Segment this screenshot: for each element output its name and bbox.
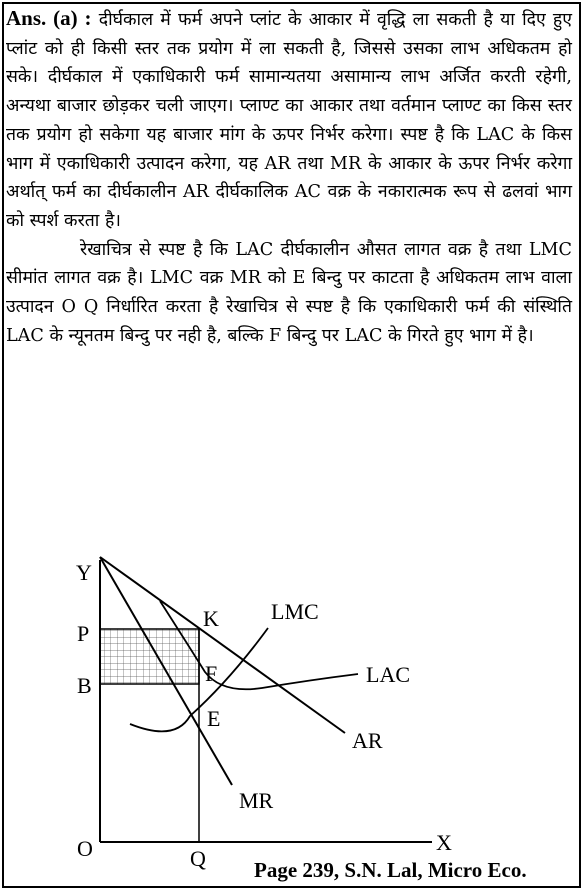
e-label: E — [207, 706, 221, 731]
lmc-label: LMC — [271, 599, 319, 624]
ar-label: AR — [352, 728, 383, 753]
mr-label: MR — [239, 788, 274, 813]
lac-label: LAC — [366, 662, 410, 687]
p-label: P — [77, 621, 90, 646]
paragraph-1-text: दीर्घकाल में फर्म अपने प्लांट के आकार में वृद्धि ला सकती है या दिए हुए प्लांट को ही किसी स्तर तक प्रयोग में ला सकती है, जिससे उसका लाभ अधिकतम हो सके। दीर्घकाल में एकाधिकारी फर्म सामान्यतया असामान्य लाभ अर्जित करती रहेगी, अन्यथा बाजार छोड़कर चली जाएग। प्लाण्ट का आकार तथा वर्तमान प्लाण्ट का किस स्तर तक प्रयोग हो सकेगा यह बाजार मांग के ऊपर निर्भर करेगा। स्पष्ट है कि LAC के किस भाग में एकाधिकारी उत्पादन करेगा, यह AR तथा MR के आकार के ऊपर निर्भर करेगा अर्थात् फर्म का दीर्घकालीन AR दीर्घकालिक AC वक्र के नकारात्मक रूप से ढलवां भाग को स्पर्श करता है। — [6, 10, 573, 231]
y-axis-label: Y — [76, 560, 92, 585]
paragraph-2: रेखाचित्र से स्पष्ट है कि LAC दीर्घकालीन औसत लागत वक्र है तथा LMC सीमांत लागत वक्र है। LMC वक्र MR को E बिन्दु पर काटता है अधिकतम लाभ वाला उत्पादन O Q निर्धारित करता है रेखाचित्र से स्पष्ट है कि एकाधिकारी फर्म की संस्थिति LAC के न्यूनतम बिन्दु पर नही है, बल्कि F बिन्दु पर LAC के गिरते हुए भाग में है। — [6, 239, 572, 346]
q-label: Q — [190, 846, 206, 871]
answer-prefix: Ans. (a) : — [6, 6, 92, 30]
b-label: B — [77, 673, 92, 698]
f-label: F — [205, 661, 218, 686]
x-axis-label: X — [436, 830, 452, 855]
k-label: K — [203, 606, 219, 631]
origin-label: O — [77, 836, 93, 861]
page-reference: Page 239, S.N. Lal, Micro Eco. — [254, 858, 527, 882]
